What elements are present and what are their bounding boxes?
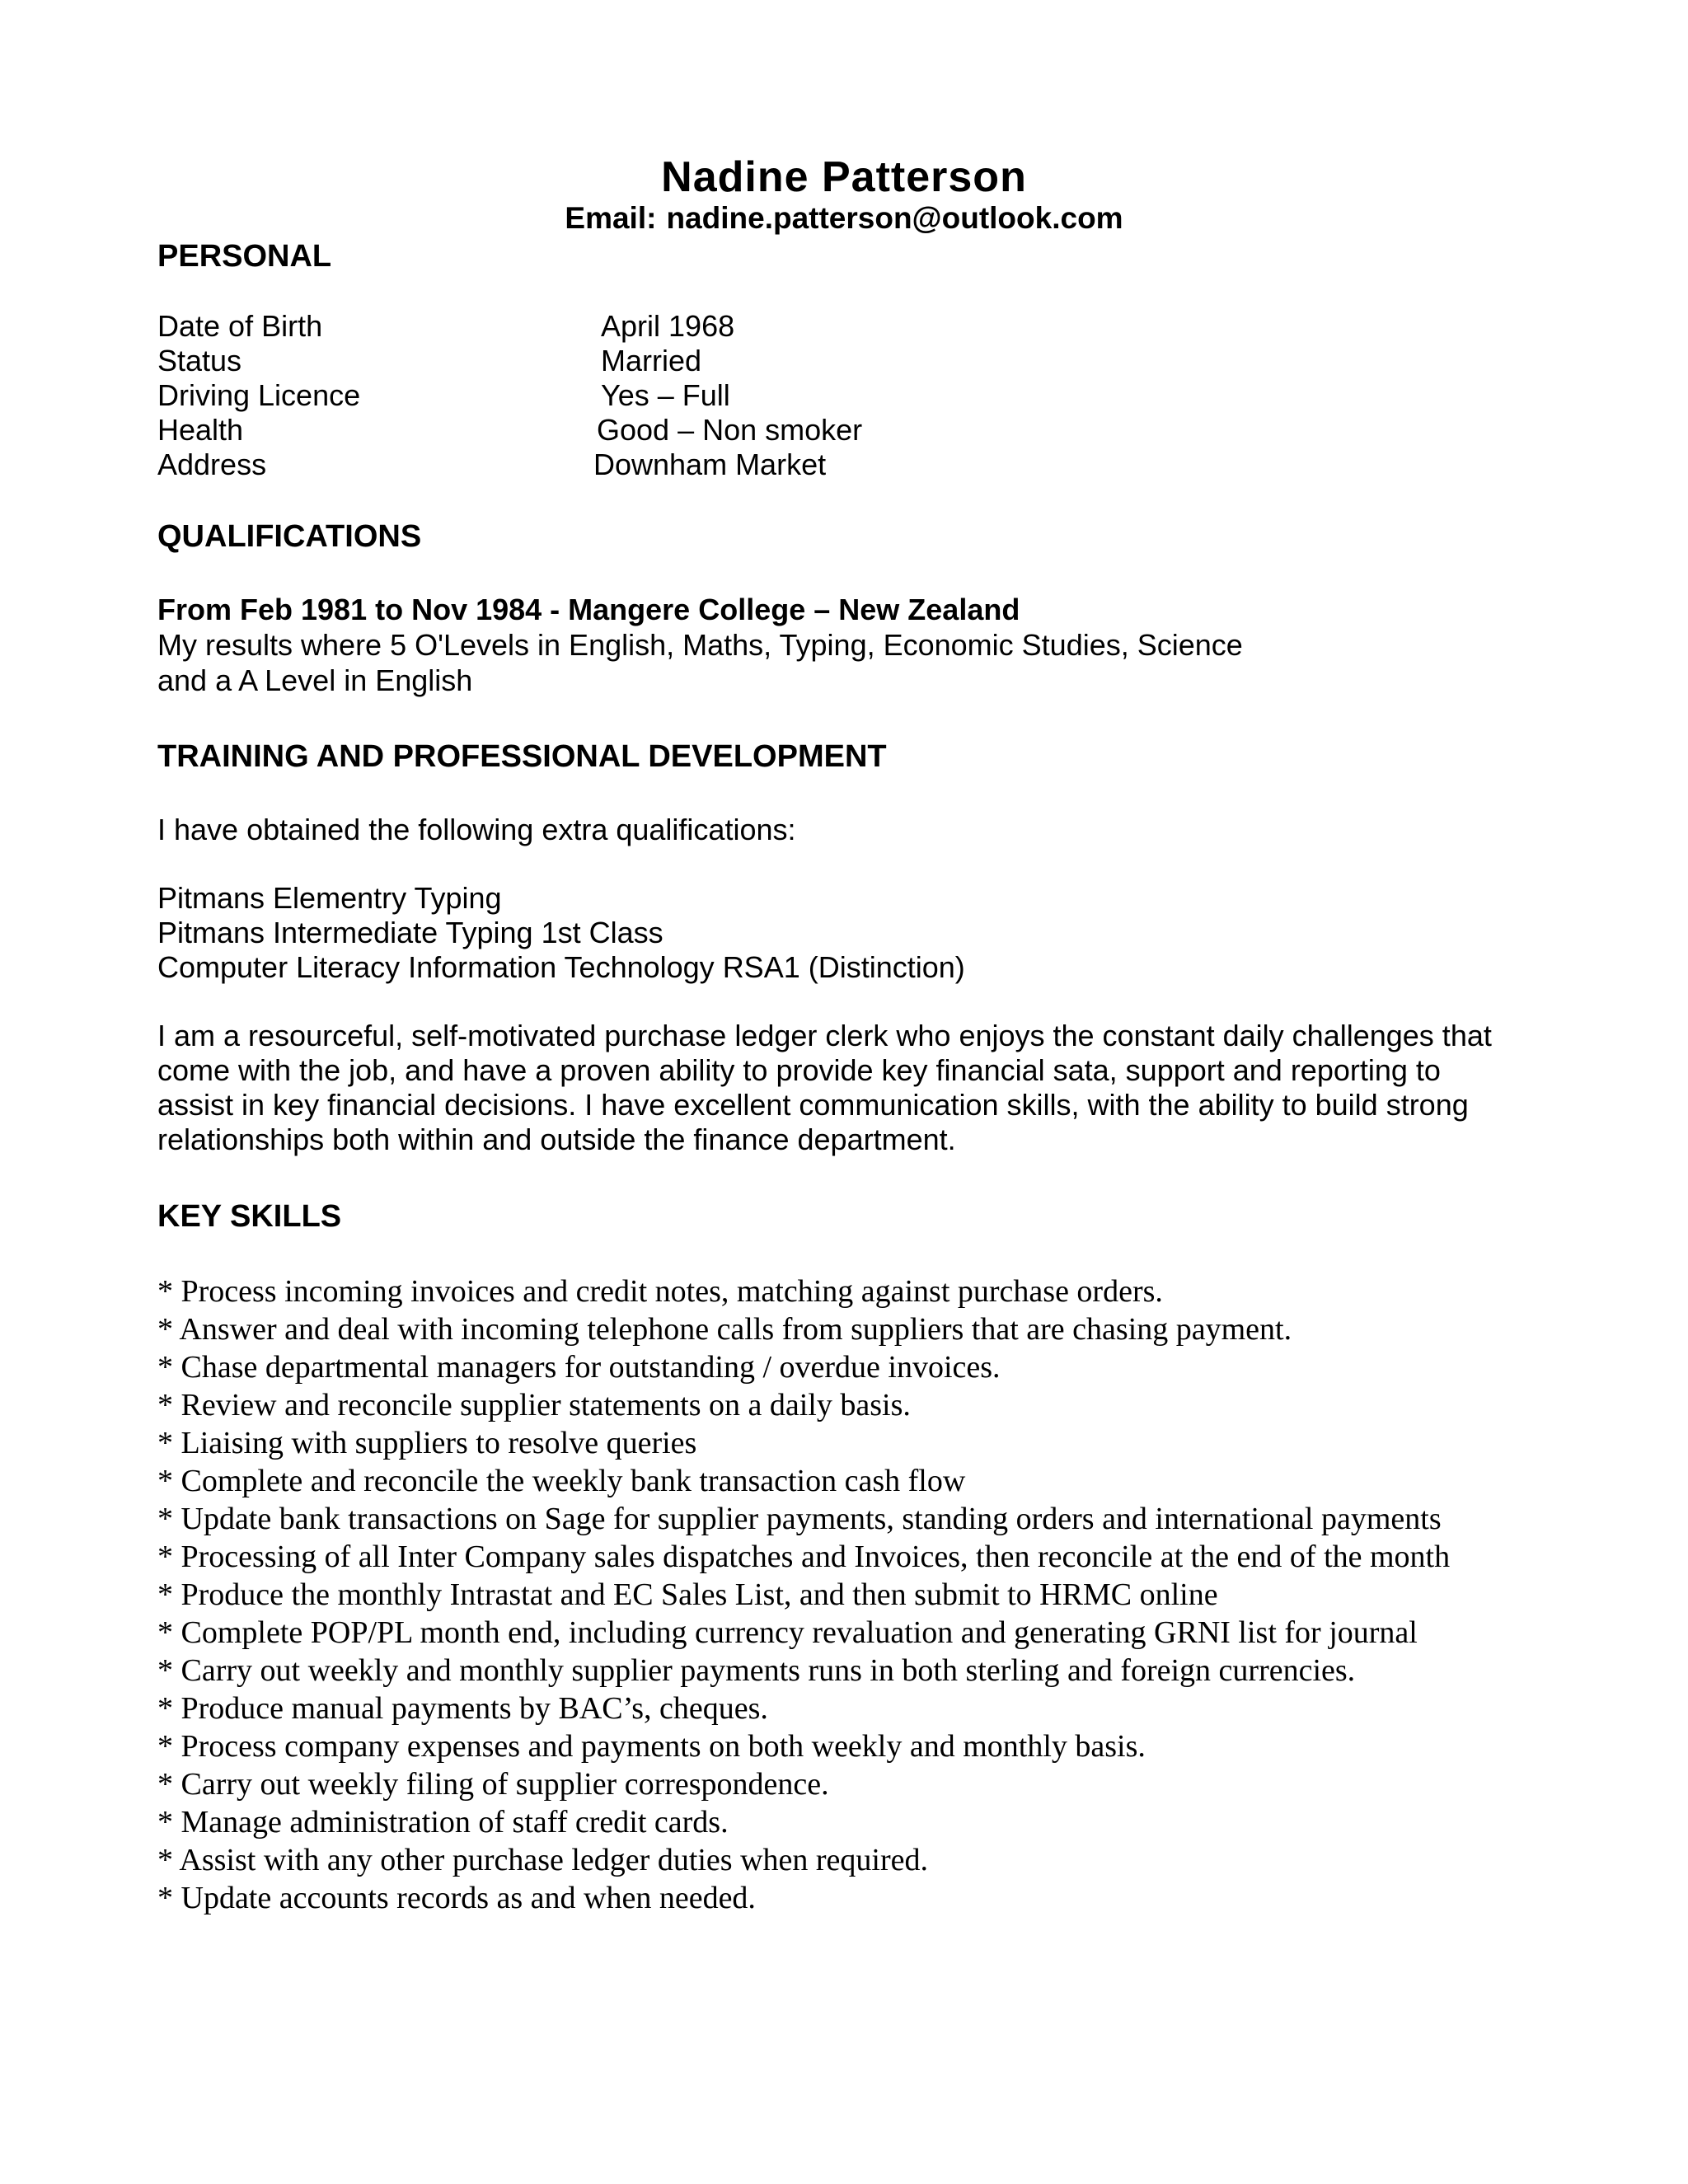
summary-line: relationships both within and outside the finance department. — [157, 1122, 956, 1156]
email-line — [0, 200, 1688, 237]
qualifications-results-line-2: and a A Level in English — [157, 663, 473, 697]
summary-line: come with the job, and have a proven ability to provide key financial sata, support and reporting to — [157, 1053, 1441, 1087]
personal-value-health: Good – Non smoker — [597, 413, 863, 447]
personal-value-address: Downham Market — [593, 448, 827, 481]
skill-item: * Chase departmental managers for outstanding / overdue invoices. — [157, 1350, 1001, 1385]
skill-item: * Processing of all Inter Company sales dispatches and Invoices, then reconcile at the end of the month — [157, 1540, 1451, 1574]
training-item: Computer Literacy Information Technology RSA1 (Distinction) — [157, 950, 965, 984]
qualifications-results-line-1: My results where 5 O'Levels in English, Maths, Typing, Economic Studies, Science — [157, 628, 1243, 662]
skill-item: * Manage administration of staff credit cards. — [157, 1805, 729, 1840]
skill-item: * Update accounts records as and when needed. — [157, 1881, 756, 1915]
skill-item: * Assist with any other purchase ledger duties when required. — [157, 1843, 928, 1877]
email-address: nadine.patterson@outlook.com — [666, 201, 1123, 235]
training-heading: TRAINING AND PROFESSIONAL DEVELOPMENT — [157, 739, 887, 774]
personal-label-status: Status — [157, 344, 242, 377]
qualifications-heading: QUALIFICATIONS — [157, 519, 422, 554]
summary-line: assist in key financial decisions. I have excellent communication skills, with the ability to build strong — [157, 1088, 1469, 1122]
skill-item: * Carry out weekly filing of supplier correspondence. — [157, 1767, 829, 1802]
skill-item: * Liaising with suppliers to resolve queries — [157, 1426, 697, 1460]
personal-label-dob: Date of Birth — [157, 309, 323, 343]
skill-item: * Complete POP/PL month end, including currency revaluation and generating GRNI list for journal — [157, 1615, 1418, 1650]
summary-line: I am a resourceful, self-motivated purchase ledger clerk who enjoys the constant daily challenges that — [157, 1019, 1492, 1052]
training-item: Pitmans Intermediate Typing 1st Class — [157, 916, 663, 949]
qualifications-school: From Feb 1981 to Nov 1984 - Mangere College – New Zealand — [157, 593, 1020, 626]
personal-value-dob: April 1968 — [601, 309, 735, 343]
skill-item: * Produce manual payments by BAC’s, cheques. — [157, 1691, 768, 1726]
personal-label-licence: Driving Licence — [157, 378, 361, 412]
skill-item: * Process company expenses and payments on both weekly and monthly basis. — [157, 1729, 1146, 1764]
personal-value-licence: Yes – Full — [601, 378, 730, 412]
candidate-name: Nadine Patterson — [661, 153, 1027, 201]
training-intro: I have obtained the following extra qualifications: — [157, 813, 796, 846]
personal-value-status: Married — [601, 344, 702, 377]
skill-item: * Complete and reconcile the weekly bank transaction cash flow — [157, 1464, 966, 1498]
skill-item: * Carry out weekly and monthly supplier payments runs in both sterling and foreign currencies. — [157, 1653, 1356, 1688]
training-item: Pitmans Elementry Typing — [157, 881, 502, 915]
key-skills-heading: KEY SKILLS — [157, 1199, 342, 1234]
personal-heading: PERSONAL — [157, 239, 332, 274]
skill-item: * Update bank transactions on Sage for supplier payments, standing orders and international payments — [157, 1502, 1442, 1536]
skill-item: * Answer and deal with incoming telephone calls from suppliers that are chasing payment. — [157, 1312, 1292, 1347]
skill-item: * Produce the monthly Intrastat and EC Sales List, and then submit to HRMC online — [157, 1577, 1218, 1612]
skill-item: * Review and reconcile supplier statements on a daily basis. — [157, 1388, 911, 1422]
skill-item: * Process incoming invoices and credit notes, matching against purchase orders. — [157, 1274, 1163, 1309]
personal-label-health: Health — [157, 413, 244, 447]
personal-label-address: Address — [157, 448, 267, 481]
email-label: Email: — [565, 201, 657, 235]
